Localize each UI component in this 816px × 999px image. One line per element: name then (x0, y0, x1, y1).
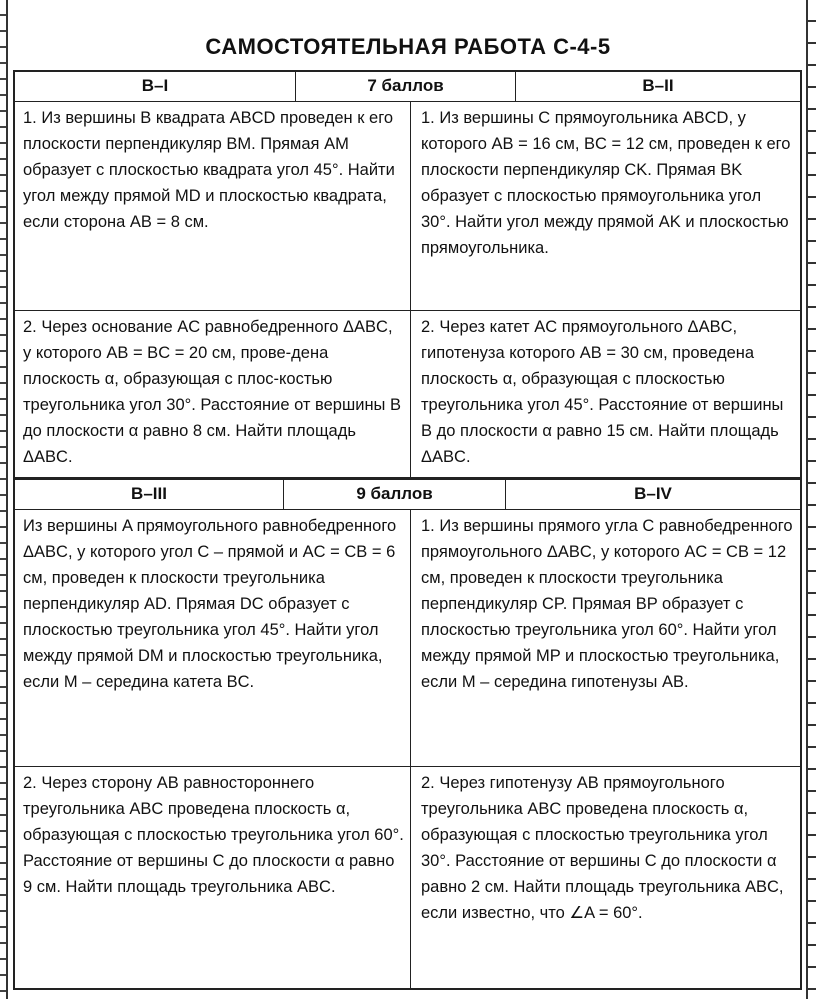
page-title: САМОСТОЯТЕЛЬНАЯ РАБОТА С-4-5 (205, 34, 611, 59)
task-v1-2: 2. Через основание AC равнобедренного ΔABC, у которого AB = BC = 20 см, прове-дена плоскость α, образующая с плос-костью треугольника угол 30°. Расстояние от вершины B до плоскости α равно 8 см. Найти площадь ΔABC. (15, 311, 411, 478)
task-v3-1: Из вершины A прямоугольного равнобедренного ΔABC, у которого угол C – прямой и AC = CB = 6 см, проведен к плоскости треугольника перпендикуляр AD. Прямая DC образует с плоскостью треугольника угол 45°. Найти угол между прямой DM и плоскостью треугольника, если M – середина катета BC. (15, 510, 411, 766)
variant-2-label: В–II (515, 72, 800, 101)
task-v2-2: 2. Через катет AC прямоугольного ΔABC, гипотенуза которого AB = 30 см, проведена плоскость α, образующая с плоскостью треугольника угол 45°. Расстояние от вершины B до плоскости α равно 15 см. Найти площадь ΔABC. (421, 318, 784, 466)
variant-1-label: В–I (141, 76, 169, 95)
section2-header (15, 480, 800, 510)
variant-3-label: В–III (131, 484, 167, 503)
right-binding-edge (806, 0, 816, 999)
task-v3-2: 2. Через сторону AB равностороннего треугольника ABC проведена плоскость α, образующая с плоскостью треугольника угол 60°. Расстояние от вершины C до плоскости α равно 9 см. Найти площадь треугольника ABC. (15, 767, 411, 988)
task-v2-1: 1. Из вершины C прямоугольника ABCD, у которого AB = 16 см, BC = 12 см, проведен к его плоскости перпендикуляр CK. Прямая BK образует с плоскостью прямоугольника угол 30°. Найти угол между прямой AK и плоскостью прямоугольника. (421, 109, 791, 257)
task-v4-1: 1. Из вершины прямого угла C равнобедренного прямоугольного ΔABC, у которого AC = CB = 12 см, проведен к плоскости треугольника перпендикуляр CP. Прямая BP образует с плоскостью треугольника угол 60°. Найти угол между прямой MP и плоскостью треугольника, если M – середина гипотенузы AB. (421, 517, 793, 691)
section1-header (15, 72, 800, 102)
section1-points: 7 баллов (295, 72, 515, 101)
left-binding-edge (0, 0, 8, 999)
variant-4-label: В–IV (505, 480, 800, 509)
task-v4-2: 2. Через гипотенузу AB прямоугольного треугольника ABC проведена плоскость α, образующая с плоскостью треугольника угол 30°. Расстояние от вершины C до плоскости α равно 2 см. Найти площадь треугольника ABC, если известно, что ∠A = 60°. (421, 774, 784, 922)
task-table (13, 70, 802, 990)
section2-points: 9 баллов (283, 480, 505, 509)
task-v1-1: 1. Из вершины B квадрата ABCD проведен к его плоскости перпендикуляр BM. Прямая AM образует с плоскостью квадрата угол 45°. Найти угол между прямой MD и плоскостью квадрата, если сторона AB = 8 см. (15, 102, 411, 310)
